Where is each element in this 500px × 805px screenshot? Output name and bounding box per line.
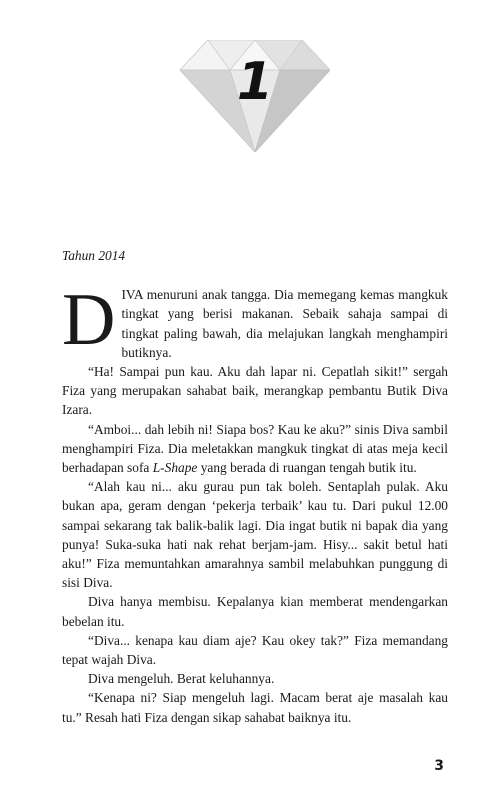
section-year: Tahun 2014 bbox=[62, 248, 126, 263]
paragraph-opening bbox=[62, 279, 448, 362]
paragraph: “Diva... kenapa kau diam aje? Kau okey tak?” Fiza memandang tepat wajah Diva. bbox=[62, 632, 448, 668]
chapter-body bbox=[62, 246, 448, 727]
paragraph-text: “Amboi... dah lebih ni! Siapa bos? Kau ke aku?” sinis Diva sambil menghampiri Fiza. Dia meletakkan mangkuk tingkat di atas meja kecil berhadapan sofa bbox=[62, 421, 448, 476]
drop-cap: D bbox=[62, 279, 116, 362]
paragraph: Diva hanya membisu. Kepalanya kian memberat mendengarkan bebelan itu. bbox=[62, 594, 448, 629]
paragraph-opening-text: IVA menuruni anak tangga. Dia memegang kemas mangkuk tingkat yang berisi makanan. Sebaik sahaja sampai di tingkat paling bawah, dia melajukan langkah menghampiri butiknya. bbox=[121, 287, 448, 360]
page-number: 3 bbox=[434, 758, 444, 774]
paragraph bbox=[62, 420, 448, 478]
paragraph-text: yang berada di ruangan tengah butik itu. bbox=[197, 460, 417, 476]
paragraph: “Alah kau ni... aku gurau pun tak boleh. Sentaplah pulak. Aku bukan apa, geram dengan ‘pekerja terbaik’ kau tu. Dari pukul 12.00 sampai sekarang tak balik-balik lagi. Dia ingat butik ni bapak dia yang punya! Suka-suka hati nak rehat berjam-jam. Hisy... sakit betul hati aku!” Fiza memuntahkan amarahnya sambil melabuhkan punggung di sisi Diva. bbox=[62, 479, 448, 591]
italic-term: L-Shape bbox=[152, 460, 198, 476]
paragraph: “Ha! Sampai pun kau. Aku dah lapar ni. Cepatlah sikit!” sergah Fiza yang merupakan sahabat baik, merangkap pembantu Butik Diva Izara. bbox=[62, 364, 448, 418]
paragraph: Diva mengeluh. Berat keluhannya. bbox=[88, 671, 275, 687]
paragraph: “Kenapa ni? Siap mengeluh lagi. Macam berat aje masalah kau tu.” Resah hati Fiza dengan sikap sahabat baiknya itu. bbox=[62, 690, 448, 725]
chapter-number: 1 bbox=[236, 52, 274, 112]
